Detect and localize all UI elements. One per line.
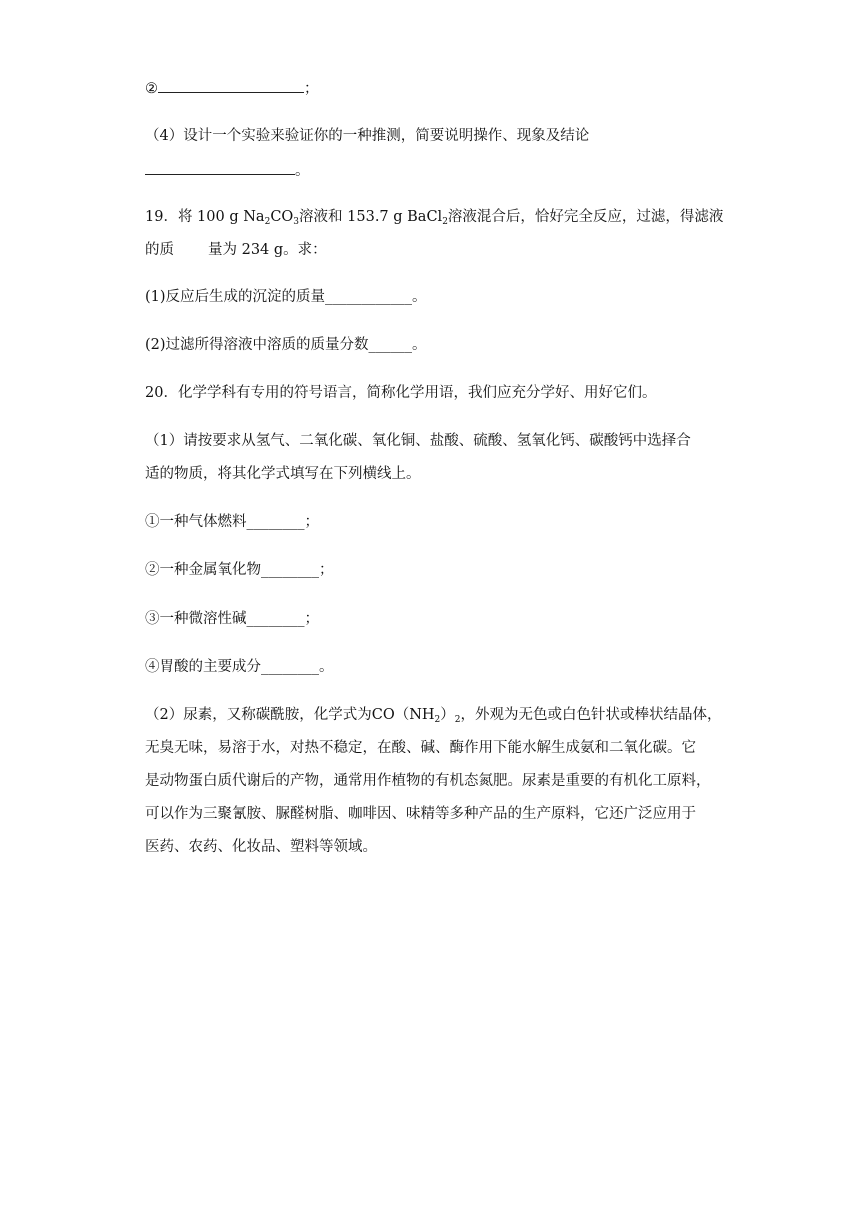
q20-p1-line1: （1）请按要求从氢气、二氧化碳、氧化铜、盐酸、硫酸、氢氧化钙、碳酸钙中选择合 (145, 433, 691, 449)
q19-text: 的质 (145, 242, 174, 258)
item-marker: ② (145, 81, 158, 97)
q19-text: 量为 234 g。求： (208, 242, 327, 258)
q20-p2-line1 (145, 705, 722, 730)
q20-text: ） (440, 707, 455, 723)
answer-blank[interactable] (145, 160, 295, 175)
q18-part4-text: （4）设计一个实验来验证你的一种推测，简要说明操作、现象及结论 (145, 128, 590, 144)
subscript: 2 (454, 715, 461, 725)
q20-item3: ③一种微溶性碱________； (145, 611, 319, 627)
q20-p2-line4: 可以作为三聚氰胺、脲醛树脂、咖啡因、味精等多种产品的生产原料，它还广泛应用于 (145, 806, 696, 822)
q20-item4: ④胃酸的主要成分________。 (145, 659, 334, 675)
q18-part4-answer-line (145, 160, 310, 181)
q19-text: 溶液混合后，恰好完全反应，过滤，得滤液 (447, 209, 724, 225)
answer-blank[interactable] (158, 78, 304, 93)
subscript: 2 (264, 217, 271, 227)
q20-item2: ②一种金属氧化物________； (145, 562, 334, 578)
q19-sub1: (1)反应后生成的沉淀的质量____________。 (145, 289, 427, 305)
q20-p2-line2: 无臭无味，易溶于水，对热不稳定，在酸、碱、酶作用下能水解生成氨和二氧化碳。它 (145, 740, 696, 756)
item-end: ； (304, 81, 319, 97)
q19-line2 (145, 240, 327, 260)
q20-title: 20．化学学科有专用的符号语言，简称化学用语，我们应充分学好、用好它们。 (145, 385, 657, 401)
q20-p2-line3: 是动物蛋白质代谢后的产物，通常用作植物的有机态氮肥。尿素是重要的有机化工原料， (145, 773, 711, 789)
subscript: 2 (442, 217, 448, 227)
q18-item2-line (145, 78, 319, 99)
q19-sub2: (2)过滤所得溶液中溶质的质量分数______。 (145, 337, 427, 353)
q20-item1: ①一种气体燃料________； (145, 514, 319, 530)
subscript: 2 (434, 715, 441, 725)
q19-text: CO (270, 209, 294, 225)
q19-text: 19．将 100 g Na (145, 209, 265, 225)
q19-line1 (145, 207, 723, 232)
subscript: 3 (293, 217, 300, 227)
q20-text: ，外观为无色或白色针状或棒状结晶体， (460, 707, 722, 723)
q20-p1-line2: 适的物质，将其化学式填写在下列横线上。 (145, 466, 421, 482)
q20-text: （2）尿素，又称碳酰胺，化学式为CO（NH (145, 707, 435, 723)
q19-text: 溶液和 153.7 g BaCl (299, 209, 443, 225)
item-end: 。 (295, 163, 310, 179)
q20-p2-line5: 医药、农药、化妆品、塑料等领域。 (145, 839, 377, 855)
